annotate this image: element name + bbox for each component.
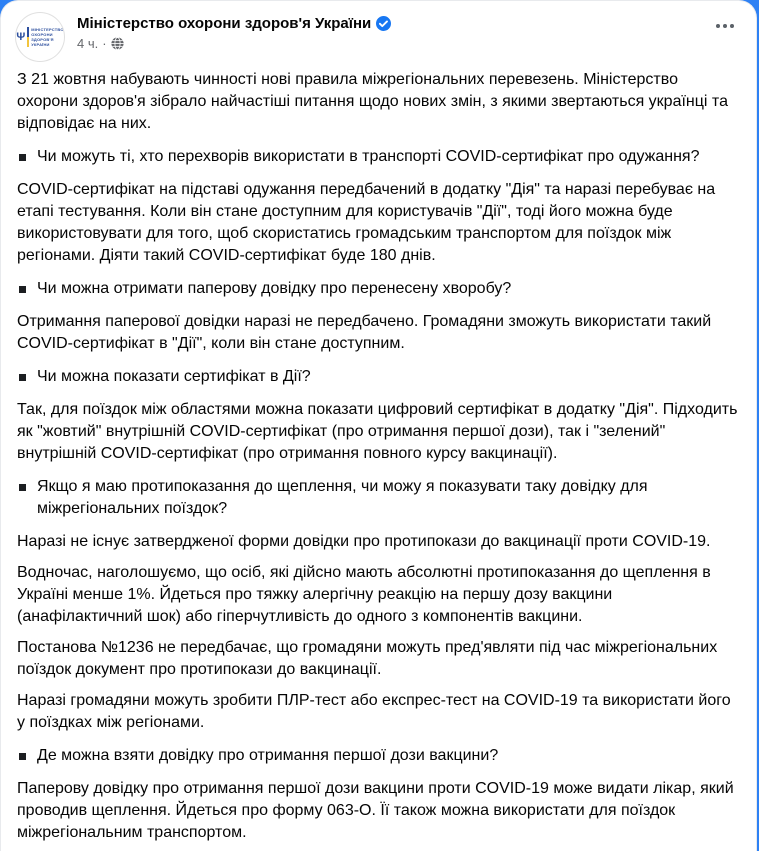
post-content (1, 62, 756, 851)
flag-bar-icon (27, 27, 29, 47)
post-question (17, 476, 740, 520)
post-question-text: Якщо я маю протипоказання до щеплення, чи можу я показувати таку довідку для міжрегіональних поїздок? (37, 478, 648, 517)
bullet-square-icon (19, 286, 26, 293)
post-question (17, 745, 740, 767)
more-options-button[interactable] (710, 12, 740, 40)
ellipsis-icon (730, 24, 734, 28)
bullet-square-icon (19, 374, 26, 381)
bullet-square-icon (19, 753, 26, 760)
verified-badge-icon (376, 16, 391, 31)
ellipsis-icon (723, 24, 727, 28)
post-meta-row (77, 36, 710, 51)
globe-icon (111, 37, 124, 50)
avatar-text (31, 27, 63, 47)
post-paragraph: Отримання паперової довідки наразі не передбачено. Громадяни зможуть використати такий COVID-сертифікат в "Дії", коли він стане доступним. (17, 313, 712, 352)
post-question (17, 366, 740, 388)
bullet-square-icon (19, 484, 26, 491)
post-paragraph: Так, для поїздок між областями можна показати цифровий сертифікат в додатку "Дія". Підходить як "жовтий" внутрішній COVID-сертифікат (про отримання першої дози), так і "зелений" внутрішній COVID-сертифікат (про отримання повного курсу вакцинації). (17, 401, 738, 462)
post-question (17, 278, 740, 300)
trident-icon: Ψ (16, 30, 26, 43)
avatar-text-line: ОХОРОНИ (31, 32, 53, 37)
post-paragraph: COVID-сертифікат на підставі одужання передбачений в додатку "Дія" та наразі перебуває на етапі тестування. Коли він стане доступним для користувачів "Дії", тоді його можна буде використовувати для того, щоб скористатись громадським транспортом для поїздок між регіонами. Діяти такий COVID-сертифікат буде 180 днів. (17, 181, 716, 264)
post-question-text: Чи можна отримати паперову довідку про перенесену хворобу? (37, 280, 512, 297)
bullet-square-icon (19, 154, 26, 161)
post-header (1, 1, 756, 62)
post-question (17, 146, 740, 168)
meta-separator: · (102, 36, 107, 51)
post-paragraph: Паперову довідку про отримання першої дози вакцини проти COVID-19 може видати лікар, який проводив щеплення. Йдеться про форму 063-О. Її також можна використати для поїздок міжрегіональним транспортом. (17, 780, 734, 841)
post-paragraph: Наразі громадяни можуть зробити ПЛР-тест або експрес-тест на COVID-19 та використати його у поїздках між регіонами. (17, 692, 731, 731)
post-question-text: Чи можуть ті, хто перехворів використати в транспорті COVID-сертифікат про одужання? (37, 148, 700, 165)
post-paragraph: Постанова №1236 не передбачає, що громадяни можуть пред'являти під час міжрегіональних поїздок документ про протипокази до вакцинації. (17, 639, 718, 678)
avatar-text-line: УКРАЇНИ (31, 42, 50, 47)
post-paragraph: Водночас, наголошуємо, що осіб, які дійсно мають абсолютні протипоказання до щеплення в Україні менше 1%. Йдеться про тяжку алергічну реакцію на першу дозу вакцини (анафілактичний шок) або гіперчутливість до одного з компонентів вакцини. (17, 564, 711, 625)
post-paragraph: Наразі не існує затвердженої форми довідки про протипокази до вакцинації проти COVID-19. (17, 533, 711, 550)
header-meta (77, 12, 710, 51)
ellipsis-icon (716, 24, 720, 28)
avatar[interactable] (15, 12, 65, 62)
page-name-row (77, 15, 710, 32)
post-question-text: Де можна взяти довідку про отримання першої дози вакцини? (37, 747, 499, 764)
page-name[interactable]: Міністерство охорони здоров'я України (77, 15, 372, 32)
avatar-text-line: МІНІСТЕРСТВО (31, 27, 64, 32)
post-question-text: Чи можна показати сертифікат в Дії? (37, 368, 311, 385)
timestamp[interactable]: 4 ч. (77, 36, 99, 51)
avatar-text-line: ЗДОРОВ'Я (31, 37, 54, 42)
post-paragraph: З 21 жовтня набувають чинності нові правила міжрегіональних перевезень. Міністерство охорони здоров'я зібрало найчастіші питання щодо нових змін, з якими звертаються українці та відповідає на них. (17, 71, 728, 132)
